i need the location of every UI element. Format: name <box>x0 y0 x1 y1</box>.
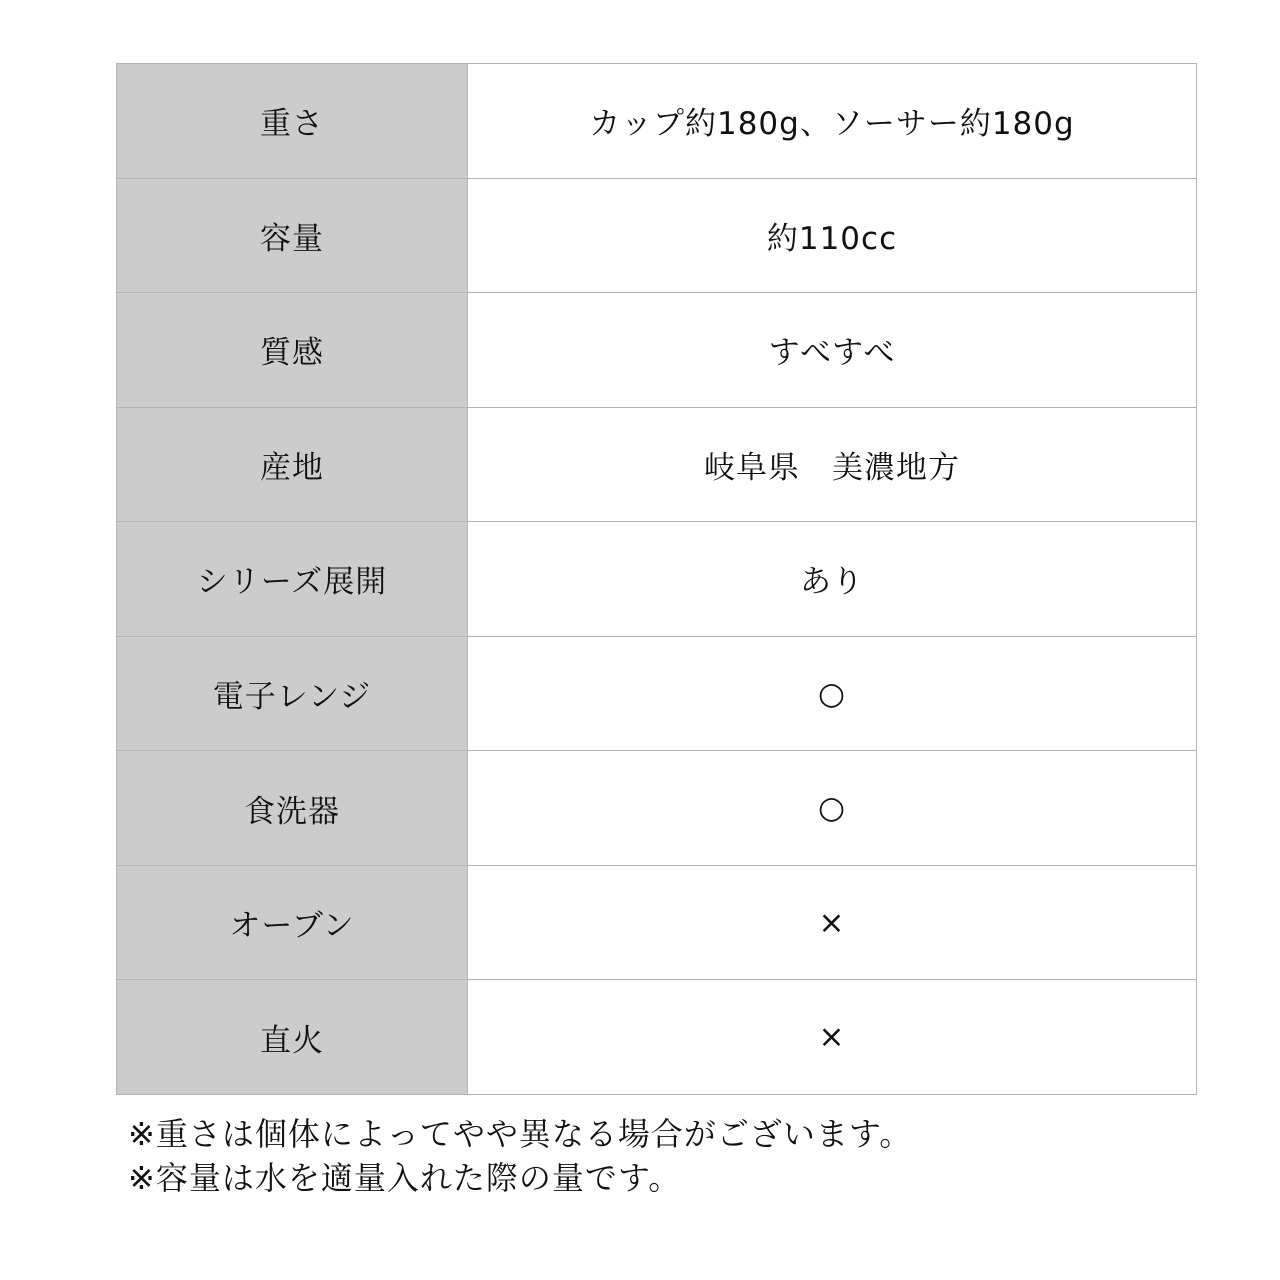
spec-label-oven: オーブン <box>117 865 468 980</box>
note-weight: ※重さは個体によってやや異なる場合がございます。 <box>128 1115 913 1153</box>
table-row <box>117 751 1197 866</box>
spec-value-dishwasher: ○ <box>468 751 1197 866</box>
table-row <box>117 636 1197 751</box>
spec-value-series: あり <box>468 522 1197 637</box>
spec-label-origin: 産地 <box>117 407 468 522</box>
table-row <box>117 522 1197 637</box>
table-row <box>117 293 1197 408</box>
spec-value-open-flame: × <box>468 980 1197 1095</box>
spec-value-capacity: 約110cc <box>468 178 1197 293</box>
table-row <box>117 64 1197 179</box>
spec-label-open-flame: 直火 <box>117 980 468 1095</box>
table-row <box>117 407 1197 522</box>
note-capacity: ※容量は水を適量入れた際の量です。 <box>128 1159 682 1197</box>
table-row <box>117 980 1197 1095</box>
spec-label-series: シリーズ展開 <box>117 522 468 637</box>
spec-label-capacity: 容量 <box>117 178 468 293</box>
spec-value-origin: 岐阜県 美濃地方 <box>468 407 1197 522</box>
spec-value-weight: カップ約180g、ソーサー約180g <box>468 64 1197 179</box>
notes <box>128 1112 1228 1200</box>
spec-value-texture: すべすべ <box>468 293 1197 408</box>
spec-label-weight: 重さ <box>117 64 468 179</box>
table-row <box>117 178 1197 293</box>
spec-table <box>116 63 1197 1095</box>
spec-label-dishwasher: 食洗器 <box>117 751 468 866</box>
spec-value-microwave: ○ <box>468 636 1197 751</box>
table-row <box>117 865 1197 980</box>
spec-label-microwave: 電子レンジ <box>117 636 468 751</box>
spec-value-oven: × <box>468 865 1197 980</box>
spec-label-texture: 質感 <box>117 293 468 408</box>
